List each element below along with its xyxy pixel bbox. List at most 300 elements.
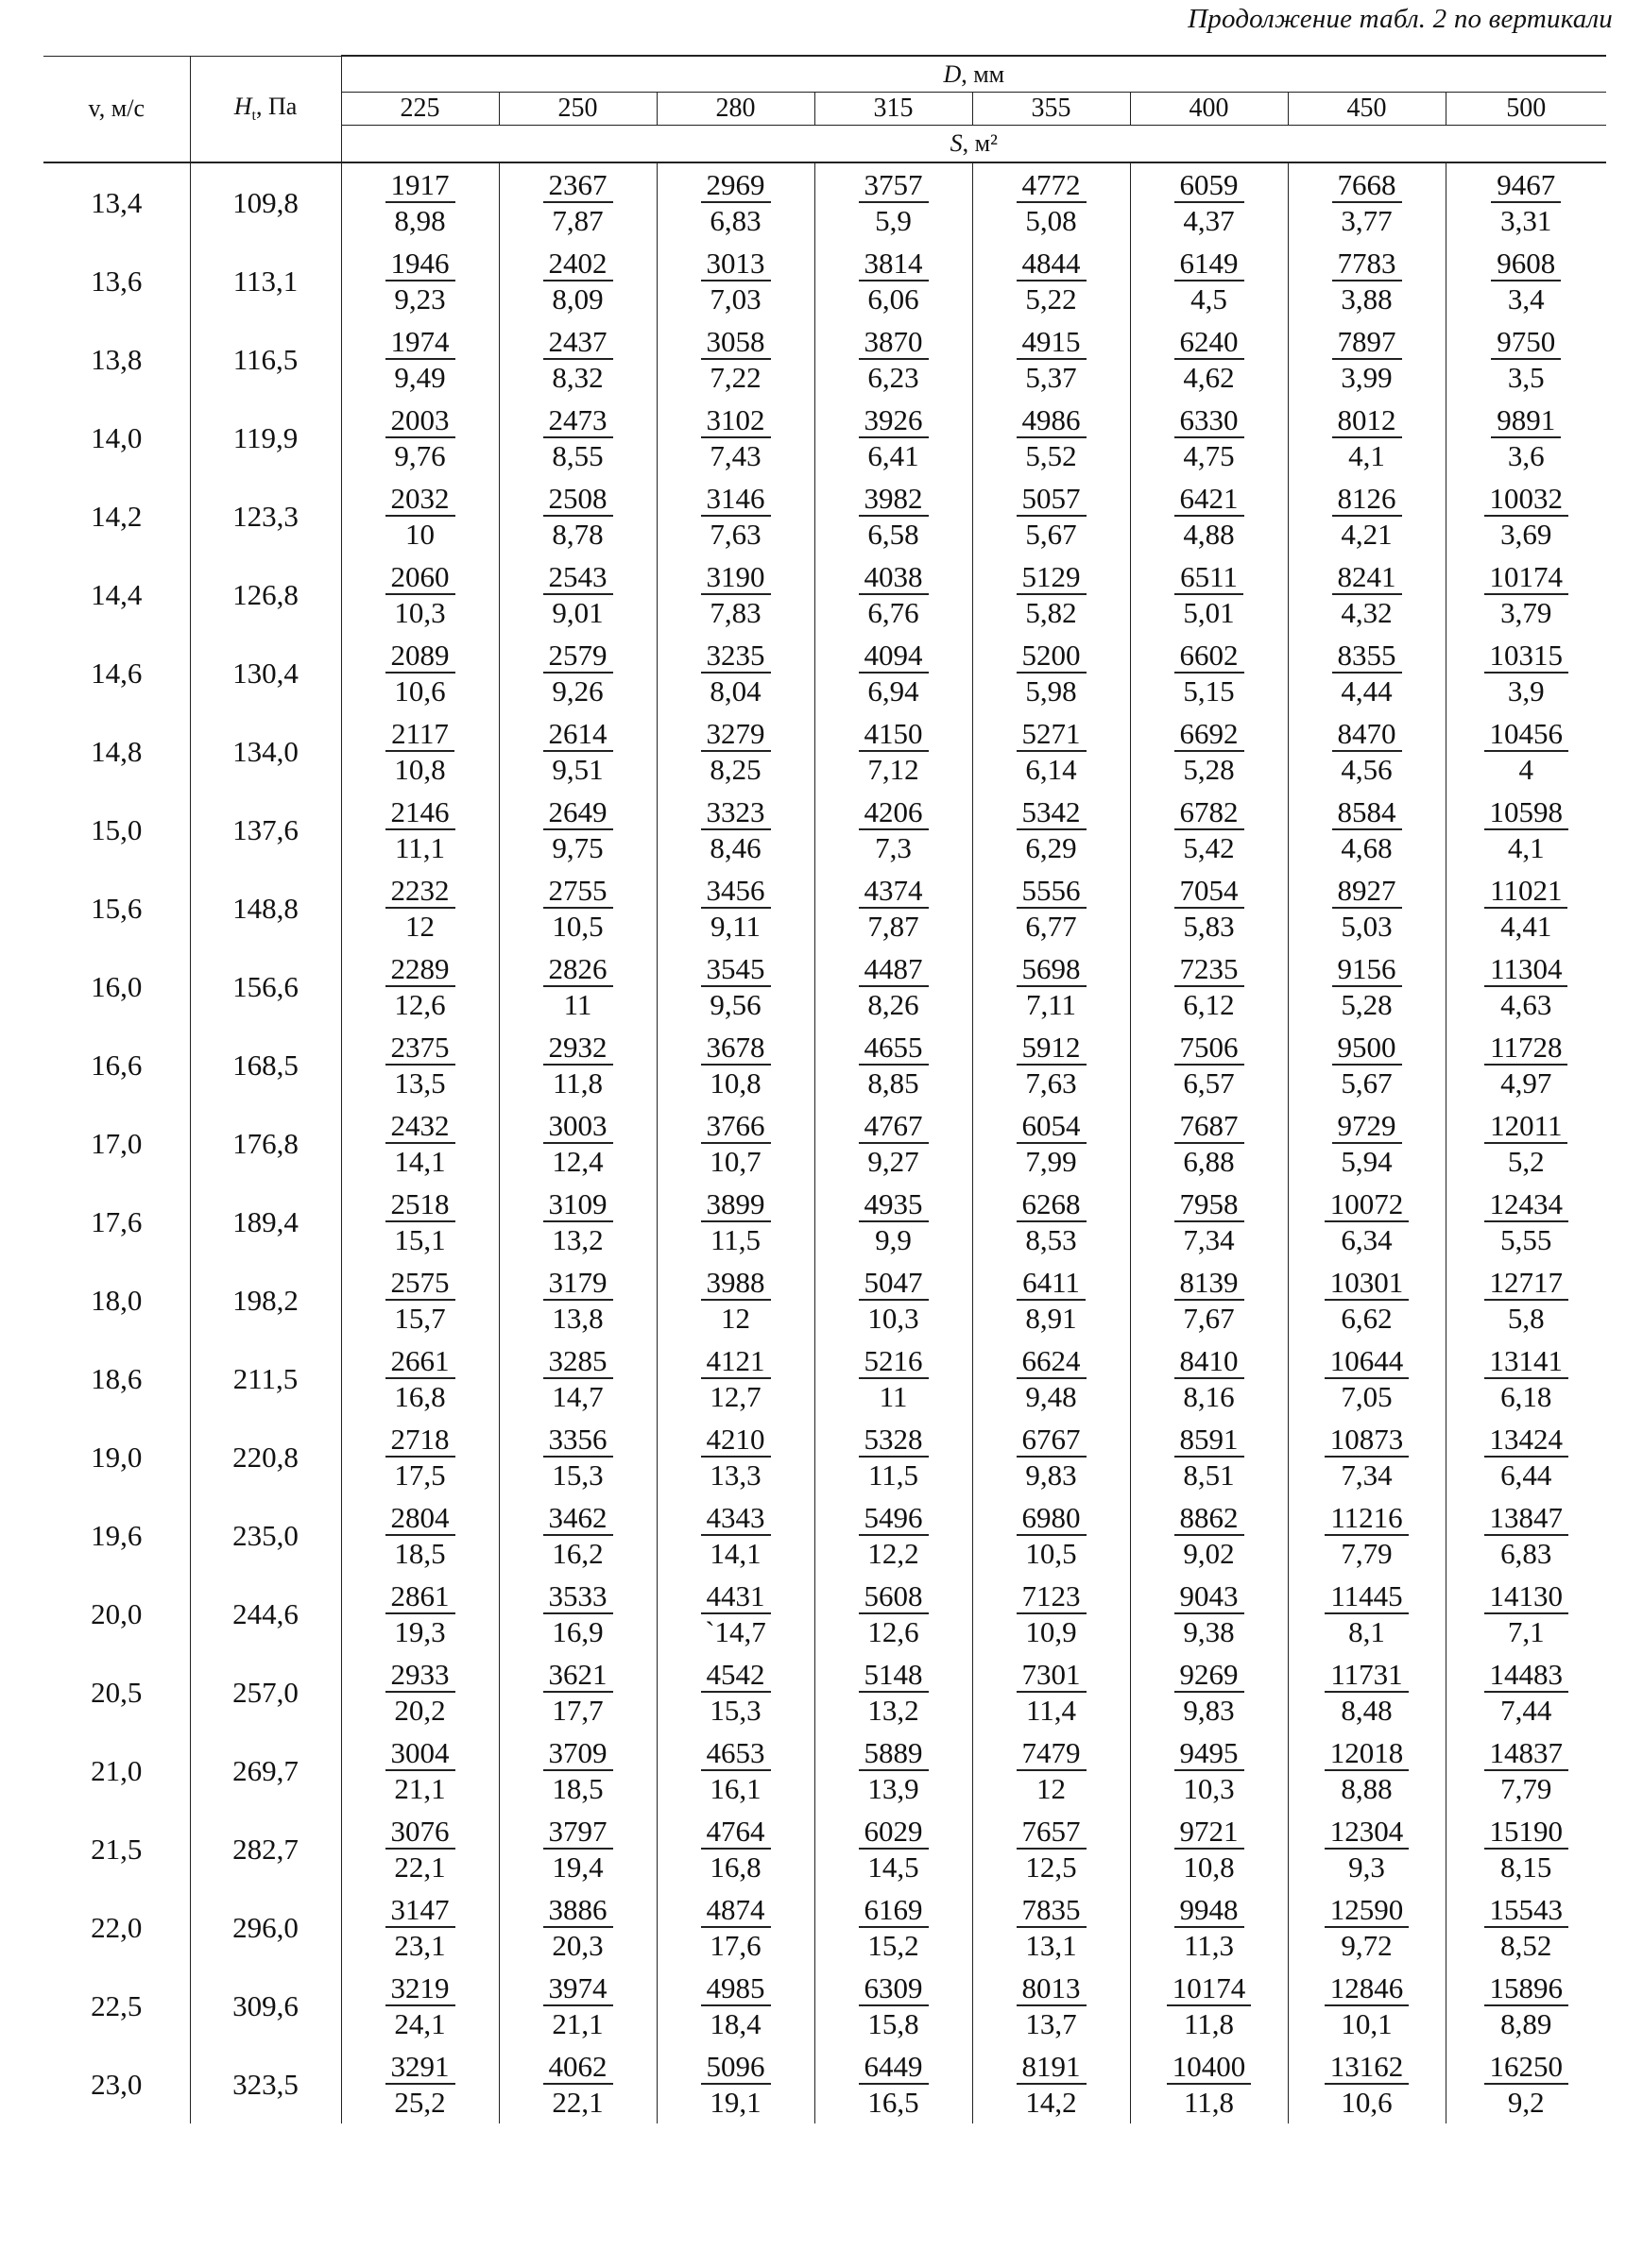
- diameter-header-cell: 280: [657, 93, 814, 126]
- numerator-value: 3533: [543, 1581, 613, 1614]
- numerator-value: 16250: [1484, 2052, 1569, 2085]
- numerator-value: 6602: [1174, 640, 1244, 674]
- fraction-cell: [1130, 1888, 1288, 1967]
- fraction-cell: [499, 791, 657, 869]
- numerator-value: 9269: [1174, 1660, 1244, 1693]
- fraction: [1174, 1503, 1244, 1568]
- fraction: [1017, 1503, 1087, 1568]
- fraction: [1325, 1738, 1410, 1803]
- fraction-cell: [1288, 1339, 1446, 1418]
- fraction-cell: [657, 1731, 814, 1810]
- fraction-cell: [1130, 1810, 1288, 1888]
- numerator-value: 2402: [543, 248, 613, 281]
- fraction: [1484, 1189, 1569, 1254]
- numerator-value: 3899: [701, 1189, 771, 1222]
- denominator-value: 3,69: [1500, 518, 1552, 551]
- numerator-value: 1917: [385, 170, 455, 203]
- fraction-cell: [1446, 320, 1606, 399]
- numerator-value: 5556: [1017, 876, 1087, 909]
- numerator-value: 9608: [1491, 248, 1561, 281]
- fraction-cell: [341, 1888, 499, 1967]
- fraction-cell: [341, 1104, 499, 1183]
- fraction-cell: [1130, 320, 1288, 399]
- numerator-value: 2117: [385, 719, 454, 752]
- fraction-cell: [499, 320, 657, 399]
- denominator-value: 9,75: [552, 831, 604, 864]
- fraction: [1174, 1738, 1244, 1803]
- numerator-value: 10174: [1167, 1973, 1252, 2006]
- denominator-value: 12,2: [867, 1537, 919, 1570]
- fraction-cell: [1446, 1104, 1606, 1183]
- numerator-value: 7897: [1332, 327, 1402, 360]
- fraction-cell: [972, 791, 1130, 869]
- fraction: [1174, 1895, 1244, 1960]
- fraction: [385, 1895, 455, 1960]
- fraction: [1174, 1346, 1244, 1411]
- numerator-value: 9495: [1174, 1738, 1244, 1771]
- denominator-value: 20,3: [552, 1929, 604, 1962]
- numerator-value: 11728: [1484, 1032, 1567, 1066]
- fraction-cell: [341, 1183, 499, 1261]
- denominator-value: 9,72: [1341, 1929, 1393, 1962]
- fraction: [1484, 1581, 1569, 1646]
- fraction-cell: [814, 320, 972, 399]
- fraction-cell: [1130, 1104, 1288, 1183]
- fraction: [701, 1895, 771, 1960]
- denominator-value: 5,55: [1500, 1223, 1552, 1256]
- denominator-value: 4,97: [1500, 1066, 1552, 1100]
- numerator-value: 9467: [1491, 170, 1561, 203]
- denominator-value: 15,3: [552, 1458, 604, 1492]
- denominator-value: 7,3: [875, 831, 912, 864]
- fraction: [543, 1111, 613, 1176]
- pressure-cell: 168,5: [190, 1026, 341, 1104]
- fraction-cell: [341, 791, 499, 869]
- fraction-cell: [1288, 399, 1446, 477]
- numerator-value: 3323: [701, 797, 771, 830]
- numerator-value: 4038: [859, 562, 929, 595]
- denominator-value: 7,99: [1025, 1145, 1077, 1178]
- denominator-value: 19,3: [394, 1615, 446, 1648]
- diameter-label: D, мм: [943, 60, 1005, 88]
- fraction-cell: [972, 320, 1130, 399]
- fraction: [1325, 1189, 1410, 1254]
- denominator-value: 25,2: [394, 2086, 446, 2119]
- fraction: [543, 954, 613, 1019]
- fraction: [1017, 1189, 1087, 1254]
- denominator-value: 9,83: [1183, 1694, 1235, 1727]
- fraction: [859, 405, 929, 470]
- numerator-value: 2661: [385, 1346, 455, 1379]
- fraction: [543, 1503, 613, 1568]
- velocity-cell: 14,4: [91, 577, 143, 611]
- fraction-cell: [341, 1810, 499, 1888]
- fraction: [701, 1581, 771, 1646]
- numerator-value: 7235: [1174, 954, 1244, 987]
- table-body: [43, 162, 1606, 2123]
- denominator-value: 3,99: [1341, 361, 1393, 394]
- numerator-value: 9948: [1174, 1895, 1244, 1928]
- fraction-cell: [814, 1339, 972, 1418]
- fraction-cell: [1288, 555, 1446, 634]
- fraction-cell: [1446, 555, 1606, 634]
- fraction-cell: [1446, 1575, 1606, 1653]
- denominator-value: 6,44: [1500, 1458, 1552, 1492]
- denominator-value: 13,2: [867, 1694, 919, 1727]
- fraction: [1325, 1503, 1408, 1568]
- numerator-value: 3013: [701, 248, 771, 281]
- fraction: [1484, 1973, 1569, 2038]
- fraction-cell: [499, 162, 657, 242]
- fraction: [385, 248, 455, 314]
- denominator-value: 5,83: [1183, 910, 1235, 943]
- numerator-value: 4772: [1017, 170, 1087, 203]
- numerator-value: 2003: [385, 405, 455, 438]
- denominator-value: 9,48: [1025, 1380, 1077, 1413]
- fraction-cell: [814, 1810, 972, 1888]
- fraction-cell: [657, 555, 814, 634]
- fraction: [385, 1189, 455, 1254]
- numerator-value: 8013: [1017, 1973, 1087, 2006]
- numerator-value: 5342: [1017, 797, 1087, 830]
- denominator-value: 7,12: [867, 753, 919, 786]
- numerator-value: 10598: [1484, 797, 1569, 830]
- fraction-cell: [657, 242, 814, 320]
- denominator-value: 9,51: [552, 753, 604, 786]
- fraction-cell: [972, 712, 1130, 791]
- fraction: [1484, 640, 1569, 706]
- numerator-value: 3235: [701, 640, 771, 674]
- fraction-cell: [1446, 399, 1606, 477]
- fraction-cell: [657, 634, 814, 712]
- fraction: [1325, 1973, 1410, 2038]
- fraction: [543, 1895, 613, 1960]
- fraction: [1484, 1895, 1569, 1960]
- pressure-cell: 126,8: [190, 555, 341, 634]
- numerator-value: 2473: [543, 405, 613, 438]
- fraction: [1484, 2052, 1569, 2117]
- fraction: [859, 1973, 929, 2038]
- numerator-value: 2933: [385, 1660, 455, 1693]
- fraction-cell: [341, 869, 499, 947]
- denominator-value: 17,7: [552, 1694, 604, 1727]
- numerator-value: 11731: [1325, 1660, 1408, 1693]
- fraction-cell: [1130, 791, 1288, 869]
- denominator-value: 3,4: [1507, 282, 1545, 315]
- denominator-value: 6,23: [867, 361, 919, 394]
- fraction: [1174, 954, 1244, 1019]
- pressure-cell: 269,7: [190, 1731, 341, 1810]
- numerator-value: 6029: [859, 1816, 929, 1850]
- denominator-value: 9,3: [1348, 1850, 1385, 1884]
- denominator-value: 4,62: [1183, 361, 1235, 394]
- fraction-cell: [972, 1339, 1130, 1418]
- denominator-value: 9,01: [552, 596, 604, 629]
- fraction: [1174, 327, 1244, 392]
- denominator-value: 7,34: [1183, 1223, 1235, 1256]
- fraction-cell: [1130, 869, 1288, 947]
- fraction-cell: [1288, 1026, 1446, 1104]
- pressure-cell: 116,5: [190, 320, 341, 399]
- fraction: [701, 405, 771, 470]
- denominator-value: 7,63: [710, 518, 762, 551]
- fraction-cell: [499, 242, 657, 320]
- velocity-cell: 18,0: [91, 1283, 143, 1317]
- fraction: [1017, 1424, 1087, 1490]
- fraction: [385, 1816, 455, 1882]
- velocity-cell: 19,0: [91, 1440, 143, 1474]
- fraction: [1325, 1424, 1410, 1490]
- denominator-value: 6,18: [1500, 1380, 1552, 1413]
- fraction: [701, 1032, 771, 1098]
- denominator-value: 4,68: [1341, 831, 1393, 864]
- numerator-value: 8012: [1332, 405, 1402, 438]
- fraction-cell: [1130, 477, 1288, 555]
- fraction-cell: [814, 242, 972, 320]
- numerator-value: 6421: [1174, 484, 1244, 517]
- fraction: [385, 1111, 455, 1176]
- numerator-value: 3146: [701, 484, 771, 517]
- fraction-cell: [1130, 947, 1288, 1026]
- fraction-cell: [499, 1888, 657, 1967]
- fraction-cell: [1288, 1575, 1446, 1653]
- denominator-value: 8,09: [552, 282, 604, 315]
- fraction: [1174, 1816, 1244, 1882]
- fraction-cell: [1288, 1731, 1446, 1810]
- fraction-cell: [814, 712, 972, 791]
- fraction: [1174, 1268, 1244, 1333]
- fraction: [1332, 640, 1402, 706]
- fraction: [1174, 1111, 1244, 1176]
- fraction-cell: [972, 1810, 1130, 1888]
- numerator-value: 14483: [1484, 1660, 1569, 1693]
- fraction-cell: [972, 1967, 1130, 2045]
- denominator-value: 6,12: [1183, 988, 1235, 1021]
- numerator-value: 7657: [1017, 1816, 1087, 1850]
- numerator-value: 11445: [1325, 1581, 1408, 1614]
- pressure-cell: 137,6: [190, 791, 341, 869]
- denominator-value: 9,2: [1507, 2086, 1545, 2119]
- denominator-value: 9,23: [394, 282, 446, 315]
- denominator-value: 24,1: [394, 2007, 446, 2040]
- denominator-value: 5,42: [1183, 831, 1235, 864]
- fraction-cell: [1288, 1967, 1446, 2045]
- numerator-value: 10315: [1484, 640, 1569, 674]
- denominator-value: 9,27: [867, 1145, 919, 1178]
- denominator-value: 3,6: [1507, 439, 1545, 472]
- fraction: [1484, 1816, 1569, 1882]
- fraction-cell: [814, 1026, 972, 1104]
- denominator-value: 10,6: [394, 674, 446, 708]
- numerator-value: 6054: [1017, 1111, 1087, 1144]
- pressure-cell: 323,5: [190, 2045, 341, 2123]
- denominator-value: 7,87: [552, 204, 604, 237]
- fraction-cell: [1446, 1339, 1606, 1418]
- fraction-cell: [1288, 1653, 1446, 1731]
- fraction-cell: [1446, 1026, 1606, 1104]
- denominator-value: 7,79: [1341, 1537, 1393, 1570]
- fraction-cell: [499, 1183, 657, 1261]
- velocity-column-header: [43, 56, 190, 162]
- denominator-value: 3,9: [1507, 674, 1545, 708]
- pressure-cell: 119,9: [190, 399, 341, 477]
- fraction-cell: [499, 1653, 657, 1731]
- denominator-value: 10,1: [1341, 2007, 1393, 2040]
- fraction: [701, 1111, 771, 1176]
- denominator-value: 11,8: [1183, 2007, 1235, 2040]
- velocity-cell: 14,2: [91, 499, 143, 533]
- fraction: [385, 1032, 455, 1098]
- numerator-value: 4094: [859, 640, 929, 674]
- fraction: [1325, 2052, 1410, 2117]
- numerator-value: 4487: [859, 954, 929, 987]
- numerator-value: 5698: [1017, 954, 1087, 987]
- fraction-cell: [1288, 791, 1446, 869]
- pressure-cell: 148,8: [190, 869, 341, 947]
- denominator-value: 16,2: [552, 1537, 604, 1570]
- pressure-cell: 257,0: [190, 1653, 341, 1731]
- numerator-value: 7783: [1332, 248, 1402, 281]
- denominator-value: 9,56: [710, 988, 762, 1021]
- denominator-value: 11,3: [1183, 1929, 1235, 1962]
- fraction-cell: [341, 947, 499, 1026]
- fraction-cell: [814, 1418, 972, 1496]
- denominator-value: 8,15: [1500, 1850, 1552, 1884]
- fraction: [543, 170, 613, 235]
- velocity-cell: 18,6: [91, 1361, 143, 1395]
- denominator-value: 19,4: [552, 1850, 604, 1884]
- fraction: [543, 484, 613, 549]
- fraction: [385, 1581, 455, 1646]
- numerator-value: 15190: [1484, 1816, 1569, 1850]
- fraction-cell: [1130, 1653, 1288, 1731]
- numerator-value: 2375: [385, 1032, 455, 1066]
- numerator-value: 3988: [701, 1268, 771, 1301]
- denominator-value: 3,88: [1341, 282, 1393, 315]
- denominator-value: 10,7: [710, 1145, 762, 1178]
- fraction: [1174, 405, 1244, 470]
- fraction-cell: [499, 634, 657, 712]
- denominator-value: 12,7: [710, 1380, 762, 1413]
- fraction: [1325, 1660, 1408, 1725]
- fraction: [1325, 1895, 1410, 1960]
- fraction: [1484, 1738, 1569, 1803]
- denominator-value: 16,8: [710, 1850, 762, 1884]
- fraction-cell: [657, 320, 814, 399]
- fraction-cell: [1446, 2045, 1606, 2123]
- fraction-cell: [972, 947, 1130, 1026]
- fraction: [1174, 1660, 1244, 1725]
- fraction: [701, 327, 771, 392]
- area-group-header: [341, 126, 1606, 163]
- fraction-cell: [341, 1653, 499, 1731]
- numerator-value: 12304: [1325, 1816, 1410, 1850]
- velocity-cell: 17,0: [91, 1126, 143, 1160]
- denominator-value: 21,1: [552, 2007, 604, 2040]
- fraction-cell: [814, 477, 972, 555]
- numerator-value: 6624: [1017, 1346, 1087, 1379]
- fraction-cell: [972, 1496, 1130, 1575]
- denominator-value: 8,46: [710, 831, 762, 864]
- numerator-value: 4915: [1017, 327, 1087, 360]
- fraction-cell: [814, 1183, 972, 1261]
- fraction-cell: [972, 1104, 1130, 1183]
- numerator-value: 6511: [1174, 562, 1243, 595]
- denominator-value: 5,28: [1341, 988, 1393, 1021]
- fraction-cell: [499, 399, 657, 477]
- numerator-value: 6782: [1174, 797, 1244, 830]
- denominator-value: 5,98: [1025, 674, 1077, 708]
- denominator-value: 7,1: [1507, 1615, 1545, 1648]
- fraction: [859, 1816, 929, 1882]
- fraction: [701, 1268, 771, 1333]
- pressure-cell: 156,6: [190, 947, 341, 1026]
- fraction: [1332, 405, 1402, 470]
- fraction-cell: [972, 1575, 1130, 1653]
- denominator-value: 7,34: [1341, 1458, 1393, 1492]
- fraction-cell: [1130, 1731, 1288, 1810]
- fraction-cell: [814, 399, 972, 477]
- numerator-value: 8139: [1174, 1268, 1244, 1301]
- numerator-value: 7687: [1174, 1111, 1244, 1144]
- fraction: [385, 1973, 455, 2038]
- fraction-cell: [972, 1888, 1130, 1967]
- fraction: [701, 719, 771, 784]
- fraction-cell: [341, 477, 499, 555]
- numerator-value: 4655: [859, 1032, 929, 1066]
- denominator-value: 12: [1036, 1772, 1066, 1805]
- fraction: [701, 1816, 771, 1882]
- fraction-cell: [499, 1575, 657, 1653]
- numerator-value: 2718: [385, 1424, 455, 1458]
- fraction: [1325, 1816, 1410, 1882]
- fraction-cell: [657, 869, 814, 947]
- denominator-value: 9,49: [394, 361, 446, 394]
- fraction: [859, 1895, 929, 1960]
- numerator-value: 3974: [543, 1973, 613, 2006]
- fraction-cell: [341, 1026, 499, 1104]
- fraction: [385, 1346, 455, 1411]
- fraction: [701, 1973, 771, 2038]
- fraction: [543, 640, 613, 706]
- numerator-value: 2146: [385, 797, 455, 830]
- fraction-cell: [814, 791, 972, 869]
- fraction: [1017, 1895, 1087, 1960]
- fraction-cell: [1288, 477, 1446, 555]
- pressure-cell: 244,6: [190, 1575, 341, 1653]
- denominator-value: 11: [563, 988, 592, 1021]
- numerator-value: 10174: [1484, 562, 1569, 595]
- denominator-value: 8,91: [1025, 1302, 1077, 1335]
- numerator-value: 9721: [1174, 1816, 1244, 1850]
- numerator-value: 2969: [701, 170, 771, 203]
- fraction-cell: [1288, 869, 1446, 947]
- denominator-value: 14,5: [867, 1850, 919, 1884]
- fraction-cell: [972, 2045, 1130, 2123]
- fraction-cell: [657, 1183, 814, 1261]
- numerator-value: 13847: [1484, 1503, 1569, 1536]
- denominator-value: 11: [879, 1380, 908, 1413]
- pressure-cell: 130,4: [190, 634, 341, 712]
- fraction: [1484, 954, 1567, 1019]
- numerator-value: 7506: [1174, 1032, 1244, 1066]
- denominator-value: 6,83: [1500, 1537, 1552, 1570]
- pressure-column-header: [190, 56, 341, 162]
- numerator-value: 4062: [543, 2052, 613, 2085]
- fraction-cell: [1130, 1339, 1288, 1418]
- fraction-cell: [499, 1731, 657, 1810]
- denominator-value: 7,11: [1025, 988, 1077, 1021]
